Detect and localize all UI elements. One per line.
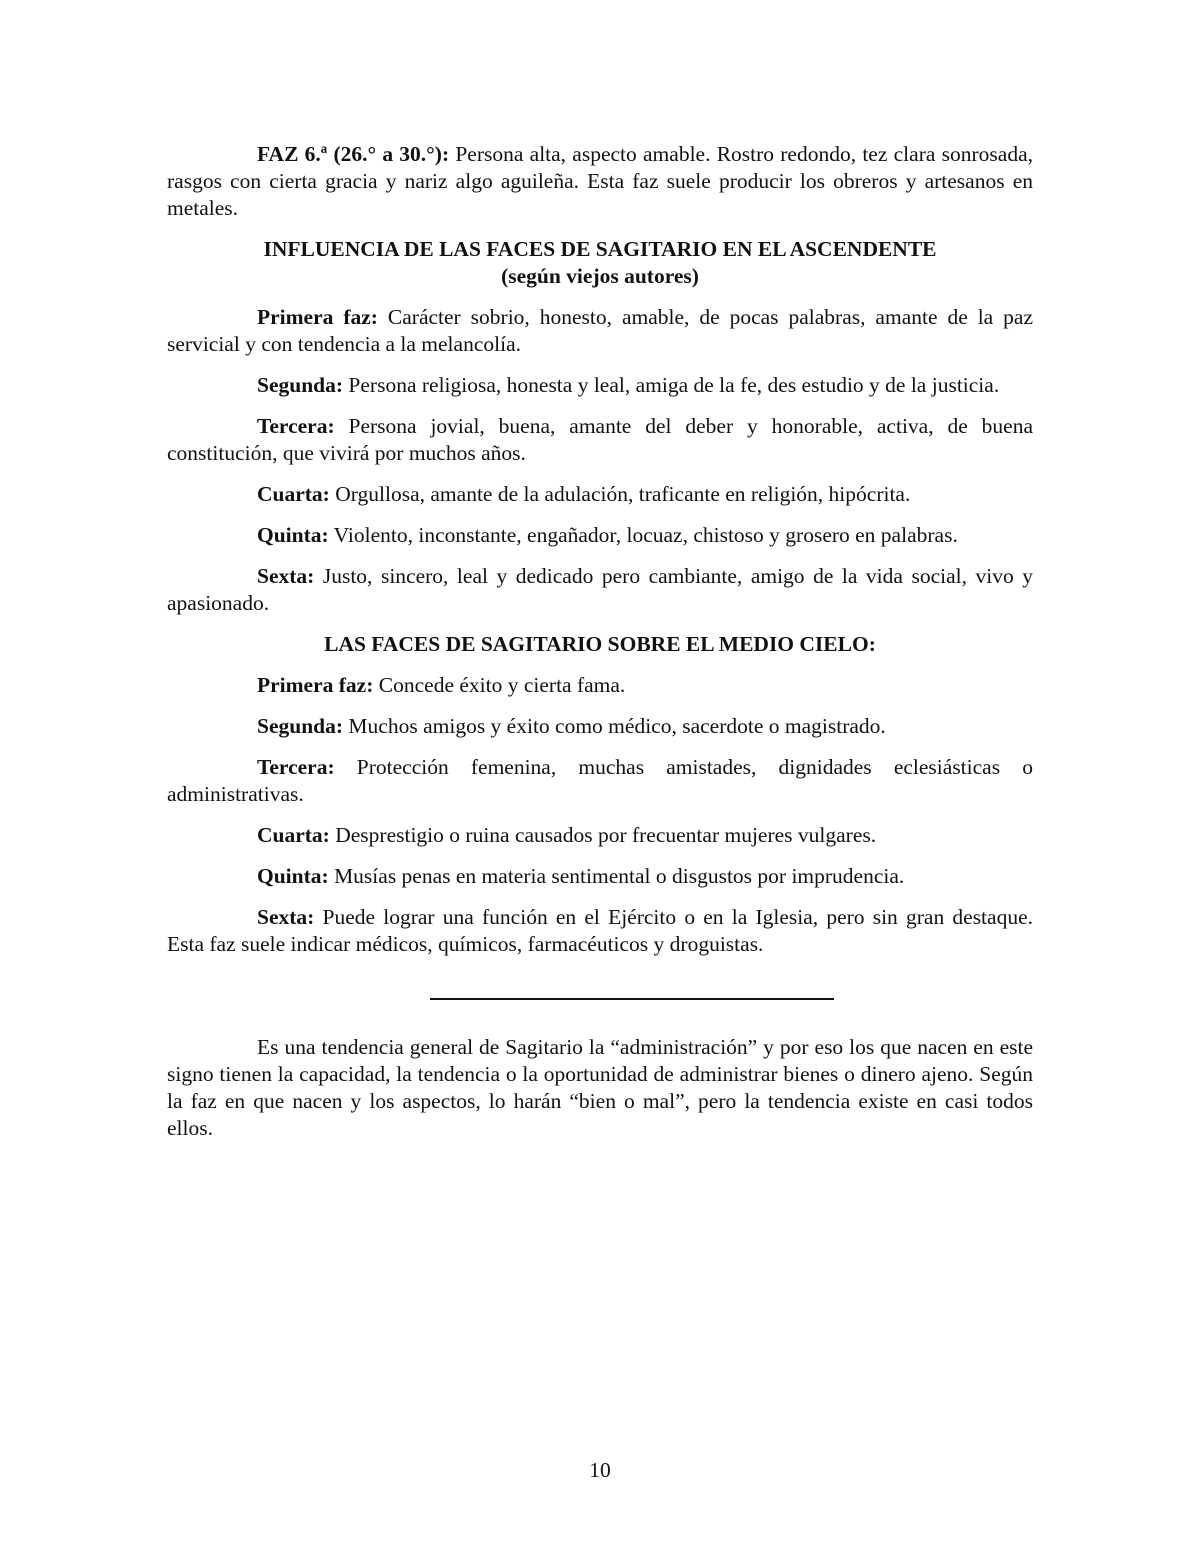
medio-cielo-item-text: Desprestigio o ruina causados por frecuentar mujeres vulgares. [329, 823, 877, 847]
faz-6-label: FAZ 6.ª (26.° a 30.°): [257, 142, 450, 166]
ascendente-item-segunda [167, 372, 1033, 399]
ascendente-item-text: Carácter sobrio, honesto, amable, de pocas palabras, amante de la paz servicial y con tendencia a la melancolía. [167, 305, 1034, 356]
medio-cielo-item-quinta [167, 863, 1033, 890]
ascendente-item-text: Persona religiosa, honesta y leal, amiga de la fe, des estudio y de la justicia. [343, 373, 1000, 397]
ascendente-item-tercera [167, 413, 1033, 467]
ascendente-title: INFLUENCIA DE LAS FACES DE SAGITARIO EN EL ASCENDENTE [263, 237, 937, 261]
medio-cielo-item-label: Quinta: [257, 864, 329, 888]
medio-cielo-item-text: Puede lograr una función en el Ejército o en la Iglesia, pero sin gran destaque. Esta faz suele indicar médicos, químicos, farmacéuticos y droguistas. [167, 905, 1033, 956]
medio-cielo-item-text: Muchos amigos y éxito como médico, sacerdote o magistrado. [343, 714, 886, 738]
ascendente-item-sexta [167, 563, 1033, 617]
medio-cielo-item-sexta [167, 904, 1033, 958]
medio-cielo-item-text: Musías penas en materia sentimental o disgustos por imprudencia. [328, 864, 905, 888]
ascendente-item-text: Violento, inconstante, engañador, locuaz, chistoso y grosero en palabras. [328, 523, 958, 547]
ascendente-item-label: Primera faz: [257, 305, 378, 329]
medio-cielo-item-text: Protección femenina, muchas amistades, dignidades eclesiásticas o administrativas. [167, 755, 1033, 806]
ascendente-item-quinta [167, 522, 1033, 549]
faz-6-paragraph [167, 141, 1033, 222]
administracion-note: Es una tendencia general de Sagitario la “administración” y por eso los que nacen en este signo tienen la capacidad, la tendencia o la oportunidad de administrar bienes o dinero ajeno. Según la faz en que nacen y los aspectos, lo harán “bien o mal”, pero la tendencia existe en casi todos ellos. [167, 1035, 1033, 1140]
medio-cielo-item-cuarta [167, 822, 1033, 849]
medio-cielo-item-tercera [167, 754, 1033, 808]
medio-cielo-heading [167, 631, 1033, 658]
ascendente-item-text: Persona jovial, buena, amante del deber y honorable, activa, de buena constitución, que vivirá por muchos años. [167, 414, 1033, 465]
medio-cielo-item-label: Tercera: [257, 755, 335, 779]
ascendente-item-label: Cuarta: [257, 482, 330, 506]
medio-cielo-item-segunda [167, 713, 1033, 740]
medio-cielo-item-text: Concede éxito y cierta fama. [373, 673, 626, 697]
page-number: 10 [589, 1458, 611, 1482]
ascendente-heading [167, 236, 1033, 290]
ascendente-subtitle: (según viejos autores) [501, 264, 699, 288]
medio-cielo-item-primera [167, 672, 1033, 699]
ascendente-item-cuarta [167, 481, 1033, 508]
ascendente-item-label: Quinta: [257, 523, 329, 547]
page-body [167, 141, 1033, 1156]
medio-cielo-item-label: Cuarta: [257, 823, 330, 847]
ascendente-item-label: Tercera: [257, 414, 335, 438]
medio-cielo-item-label: Segunda: [257, 714, 344, 738]
ascendente-item-label: Segunda: [257, 373, 344, 397]
medio-cielo-item-label: Sexta: [257, 905, 315, 929]
medio-cielo-title: LAS FACES DE SAGITARIO SOBRE EL MEDIO CIELO: [324, 632, 876, 656]
faz-6-text: Persona alta, aspecto amable. Rostro redondo, tez clara sonrosada, rasgos con cierta gracia y nariz algo aguileña. Esta faz suele producir los obreros y artesanos en metales. [167, 142, 1033, 220]
ascendente-item-label: Sexta: [257, 564, 315, 588]
ascendente-item-text: Justo, sincero, leal y dedicado pero cambiante, amigo de la vida social, vivo y apasionado. [167, 564, 1033, 615]
medio-cielo-item-label: Primera faz: [257, 673, 374, 697]
ascendente-item-primera [167, 304, 1033, 358]
ascendente-item-text: Orgullosa, amante de la adulación, traficante en religión, hipócrita. [329, 482, 911, 506]
section-divider [430, 998, 834, 1000]
